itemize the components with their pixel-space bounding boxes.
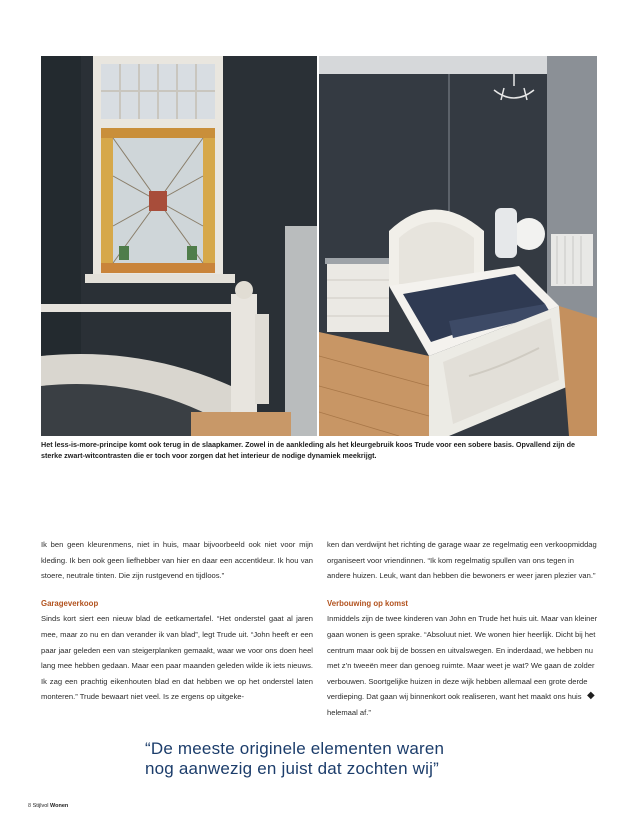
paragraph: Sinds kort siert een nieuw blad de eetkamertafel. “Het onderstel gaat al jaren mee, maar zo nu en dan verander ik van blad”, legt Trude uit. “John heeft er een paar jaar geleden een van steigerplanken gemaakt, waar we voor ons doen heel lang mee hebben gedaan. Maar een paar maanden geleden wilde ik iets nieuws. Ik zag een prachtig eikenhouten blad en dat hebben we op het onderstel laten monteren.” Trude bewaart niet veel. Is ze ergens op uitgeke-: [41, 614, 313, 702]
article-column-right: [327, 537, 599, 721]
section-heading-garageverkoop: Garageverkoop: [41, 598, 99, 608]
page-number: 8: [28, 803, 32, 809]
paragraph: ken dan verdwijnt het richting de garage waar ze regelmatig een verkoopmiddag organiseert voor vriendinnen. “Ik kom regelmatig spullen van ons tegen in andere huizen. Leuk, want dan hebben die bewoners er weer jaren plezier van.”: [327, 540, 597, 581]
article-column-left: [41, 537, 313, 705]
brand-light: Stijlvol: [32, 803, 49, 809]
brand-bold: Wonen: [50, 803, 69, 809]
photo-stained-glass-window: [41, 56, 317, 436]
pull-quote-line-1: “De meeste originele elementen waren: [145, 739, 445, 758]
pull-quote: [145, 739, 525, 779]
magazine-brand: [33, 803, 69, 809]
photo-caption: Het less-is-more-principe komt ook terug in de slaapkamer. Zowel in de aankleding als het kleurgebruik koos Trude voor een sobere basis. Opvallend zijn de sterke zwart-witcontrasten die er toch voor zorgen dat het interieur de nodige dynamiek meekrijgt.: [41, 440, 576, 460]
page-footer: [28, 803, 68, 809]
section-heading-verbouwing: Verbouwing op komst: [327, 598, 409, 608]
pull-quote-line-2: nog aanwezig en juist dat zochten wij”: [145, 759, 439, 778]
paragraph: Inmiddels zijn de twee kinderen van John en Trude het huis uit. Maar van kleiner gaan wonen is geen sprake. “Absoluut niet. We wonen hier heerlijk. Dicht bij het centrum maar ook bij de bossen en uitvalswegen. En inderdaad, we hebben nu met z’n tweeën meer dan genoeg ruimte. Maar weet je wat? We gaan de zolder verbouwen. Soortgelijke huizen in deze wijk hebben allemaal een grote derde verdieping. Dat gaan wij binnenkort ook realiseren, want het maakt ons huis helemaal af.”: [327, 614, 598, 717]
paragraph: Ik ben geen kleurenmens, niet in huis, maar bijvoorbeeld ook niet voor mijn kleding. Ik ben ook geen liefhebber van hier en daar een accentkleur. Ik hou van stoere, neutrale tinten. Die zijn rustgevend en tijdloos.”: [41, 540, 313, 581]
end-mark-diamond-icon: ◆: [587, 690, 595, 701]
photo-bedroom: [319, 56, 597, 436]
